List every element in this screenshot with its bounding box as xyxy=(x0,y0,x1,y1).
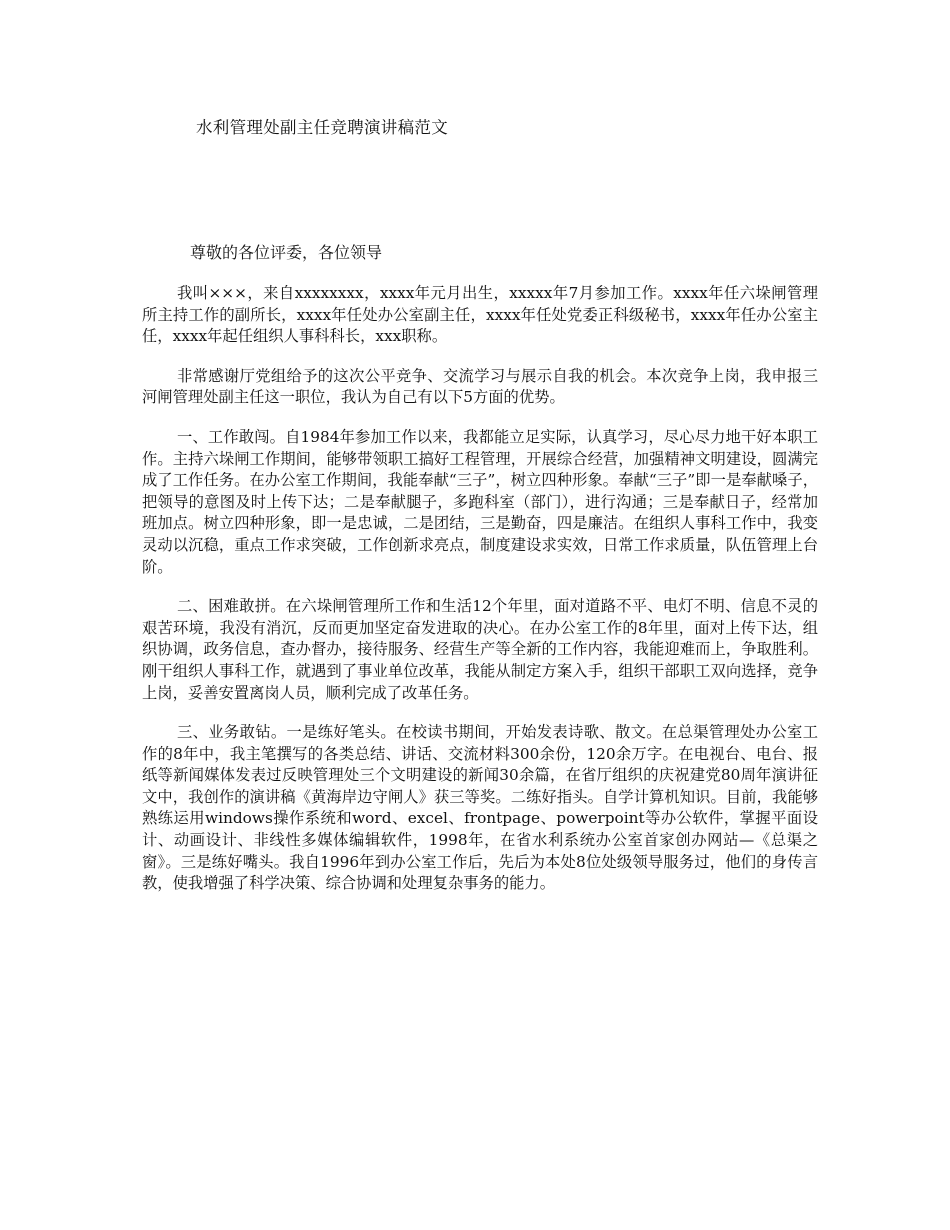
salutation: 尊敬的各位评委，各位领导 xyxy=(190,243,383,262)
document-title: 水利管理处副主任竞聘演讲稿范文 xyxy=(196,118,448,137)
paragraph-introduction: 我叫×××，来自xxxxxxxx，xxxx年元月出生，xxxxx年7月参加工作。xxxx年任六垛闸管理所主持工作的副所长，xxxx年任处办公室副主任，xxxx年任处党委正科级秘书，xxxx年任办公室主任，xxxx年起任组织人事科科长，xxx职称。 xyxy=(142,284,818,346)
paragraph-work-courage: 一、工作敢闯。自1984年参加工作以来，我都能立足实际，认真学习，尽心尽力地干好本职工作。主持六垛闸工作期间，能够带领职工搞好工程管理，开展综合经营，加强精神文明建设，圆满完成了工作任务。在办公室工作期间，我能奉献“三子”，树立四种形象。奉献“三子”即一是奉献嗓子，把领导的意图及时上传下达；二是奉献腿子，多跑科室（部门），进行沟通；三是奉献日子，经常加班加点。树立四种形象，即一是忠诚，二是团结，三是勤奋，四是廉洁。在组织人事科工作中，我变灵动以沉稳，重点工作求突破，工作创新求亮点，制度建设求实效，日常工作求质量，队伍管理上台阶。 xyxy=(142,427,818,576)
paragraph-thanks: 非常感谢厅党组给予的这次公平竞争、交流学习与展示自我的机会。本次竞争上岗，我申报三河闸管理处副主任这一职位，我认为自己有以下5方面的优势。 xyxy=(142,366,818,407)
document-body xyxy=(142,283,818,913)
paragraph-business-skills: 三、业务敢钻。一是练好笔头。在校读书期间，开始发表诗歌、散文。在总渠管理处办公室工作的8年中，我主笔撰写的各类总结、讲话、交流材料300余份，120余万字。在电视台、电台、报纸等新闻媒体发表过反映管理处三个文明建设的新闻30余篇，在省厅组织的庆祝建党80周年演讲征文中，我创作的演讲稿《黄海岸边守闸人》获三等奖。二练好指头。自学计算机知识。目前，我能够熟练运用windows操作系统和word、excel、frontpage、powerpoint等办公软件，掌握平面设计、动画设计、非线性多媒体编辑软件，1998年，在省水利系统办公室首家创办网站—《总渠之窗》。三是练好嘴头。我自1996年到办公室工作后，先后为本处8位处级领导服务过，他们的身传言教，使我增强了科学决策、综合协调和处理复杂事务的能力。 xyxy=(142,723,818,893)
paragraph-hardship: 二、困难敢拼。在六垛闸管理所工作和生活12个年里，面对道路不平、电灯不明、信息不灵的艰苦环境，我没有消沉，反而更加坚定奋发进取的决心。在办公室工作的8年里，面对上传下达，组织协调，政务信息，查办督办，接待服务、经营生产等全新的工作内容，我能迎难而上，争取胜利。刚干组织人事科工作，就遇到了事业单位改革，我能从制定方案入手，组织干部职工双向选择，竞争上岗，妥善安置离岗人员，顺利完成了改革任务。 xyxy=(142,597,818,702)
